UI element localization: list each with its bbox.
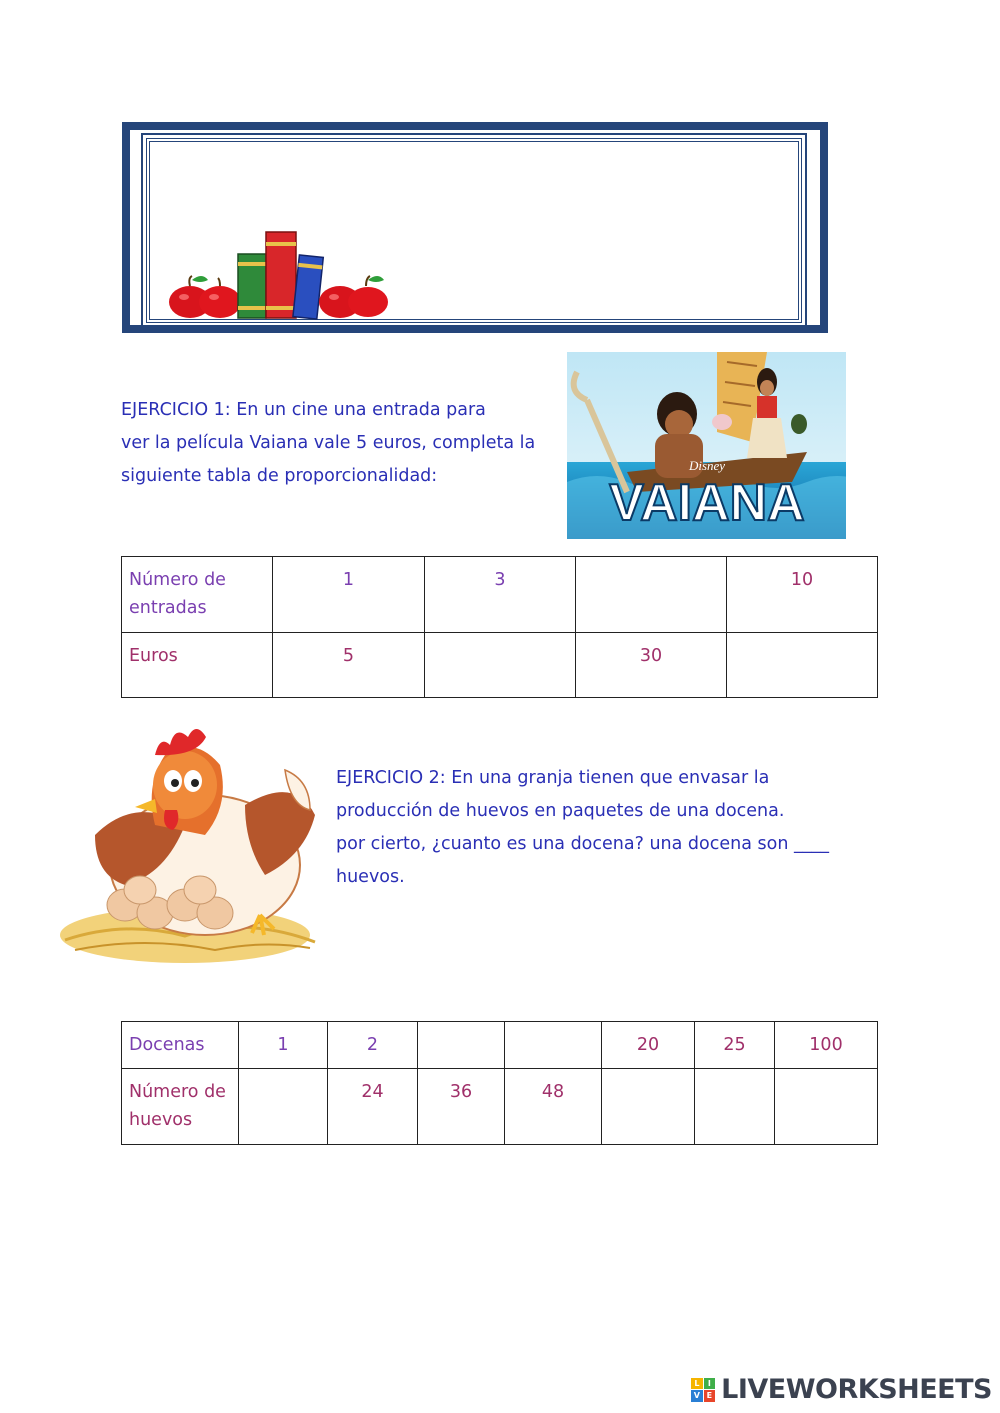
table-row xyxy=(122,1022,878,1069)
table2-cell[interactable]: 24 xyxy=(328,1069,418,1145)
table2-cell[interactable]: 100 xyxy=(775,1022,878,1069)
vaiana-movie-image xyxy=(567,352,846,539)
tickets-proportionality-table xyxy=(121,556,878,698)
exercise2-line-with-blank[interactable]: por cierto, ¿cuanto es una docena? una docena son ____ xyxy=(336,834,829,854)
table2-row2-label: Número de huevos xyxy=(122,1069,239,1145)
exercise2-line: producción de huevos en paquetes de una docena. xyxy=(336,801,785,821)
table2-cell[interactable]: 25 xyxy=(695,1022,775,1069)
table-row xyxy=(122,557,878,633)
table2-answer-cell[interactable] xyxy=(505,1022,602,1069)
table1-row2-label: Euros xyxy=(122,633,273,698)
table1-cell[interactable]: 10 xyxy=(727,557,878,633)
table-row xyxy=(122,1069,878,1145)
table1-cell[interactable]: 30 xyxy=(576,633,727,698)
exercise1-line: EJERCICIO 1: En un cine una entrada para xyxy=(121,400,486,420)
disney-brand-text: Disney xyxy=(688,458,726,473)
liveworksheets-brand[interactable] xyxy=(691,1374,992,1405)
table2-cell[interactable]: 48 xyxy=(505,1069,602,1145)
table2-row1-label: Docenas xyxy=(122,1022,239,1069)
logo-letter: E xyxy=(704,1390,716,1402)
exercise2-line: huevos. xyxy=(336,867,405,887)
table2-cell[interactable]: 20 xyxy=(602,1022,695,1069)
logo-letter: L xyxy=(691,1378,703,1390)
logo-letter: V xyxy=(691,1390,703,1402)
exercise1-line: ver la película Vaiana vale 5 euros, completa la xyxy=(121,433,536,453)
table2-cell[interactable]: 36 xyxy=(418,1069,505,1145)
table1-answer-cell[interactable] xyxy=(425,633,576,698)
table1-answer-cell[interactable] xyxy=(576,557,727,633)
brand-name: LIVEWORKSHEETS xyxy=(721,1374,992,1405)
table2-cell[interactable]: 1 xyxy=(239,1022,328,1069)
exercise2-statement xyxy=(336,762,876,894)
table1-cell[interactable]: 5 xyxy=(273,633,425,698)
header-frame xyxy=(122,122,828,333)
hen-with-eggs-image xyxy=(55,715,325,970)
table2-answer-cell[interactable] xyxy=(239,1069,328,1145)
table1-cell[interactable]: 3 xyxy=(425,557,576,633)
table2-answer-cell[interactable] xyxy=(418,1022,505,1069)
exercise2-line: EJERCICIO 2: En una granja tienen que envasar la xyxy=(336,768,770,788)
liveworksheets-logo-icon xyxy=(691,1378,715,1402)
table-row xyxy=(122,633,878,698)
eggs-proportionality-table xyxy=(121,1021,878,1145)
table1-answer-cell[interactable] xyxy=(727,633,878,698)
logo-letter: I xyxy=(704,1378,716,1390)
table2-answer-cell[interactable] xyxy=(602,1069,695,1145)
table1-row1-label: Número de entradas xyxy=(122,557,273,633)
exercise1-statement xyxy=(121,394,561,493)
table2-cell[interactable]: 2 xyxy=(328,1022,418,1069)
exercise1-line: siguiente tabla de proporcionalidad: xyxy=(121,466,438,486)
vaiana-logo-text: VAIANA xyxy=(609,474,805,532)
apples-and-books-illustration xyxy=(168,228,390,320)
table2-answer-cell[interactable] xyxy=(695,1069,775,1145)
table1-cell[interactable]: 1 xyxy=(273,557,425,633)
table2-answer-cell[interactable] xyxy=(775,1069,878,1145)
